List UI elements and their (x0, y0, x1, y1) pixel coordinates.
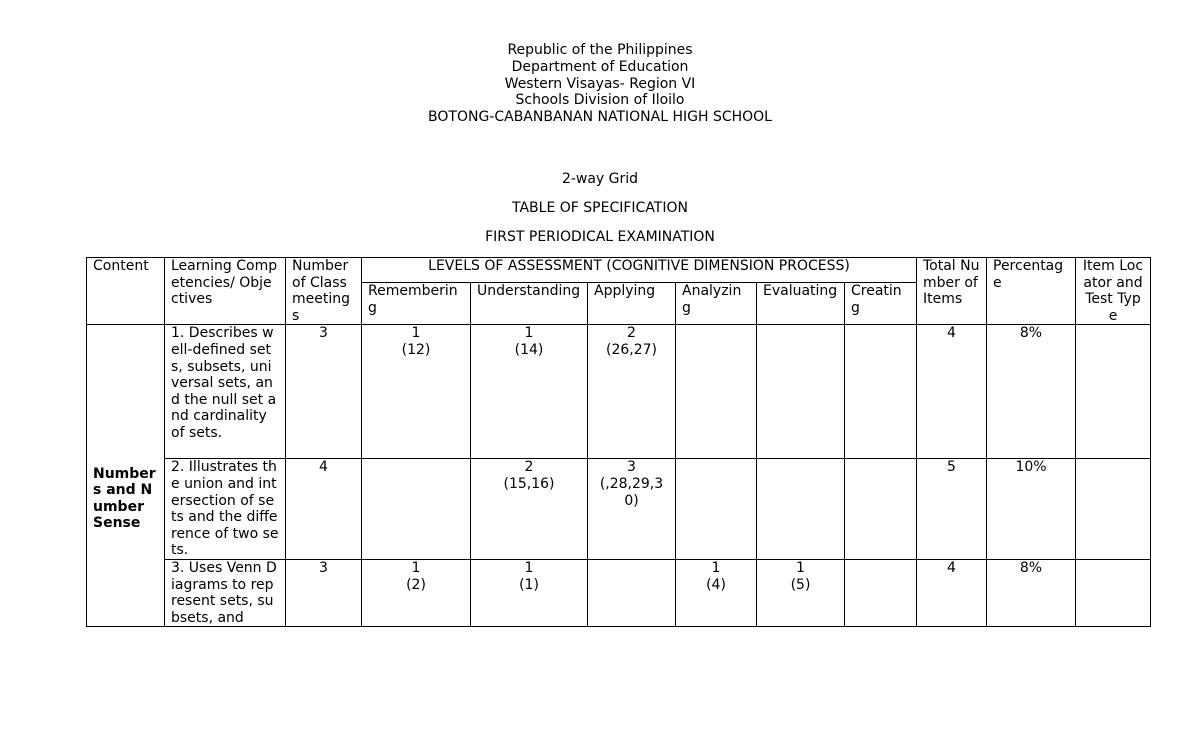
evaluating-count: 1 (796, 559, 805, 576)
table-row (87, 459, 1151, 560)
applying-cell (588, 325, 676, 459)
class-meetings-cell: 4 (286, 459, 362, 560)
remembering-cell (362, 325, 471, 459)
table-row (87, 559, 1151, 626)
header-school: BOTONG-CABANBANAN NATIONAL HIGH SCHOOL (428, 109, 772, 126)
remembering-items: (12) (401, 341, 431, 358)
creating-cell (845, 325, 917, 459)
header-percentage: Percentage (987, 258, 1076, 325)
header-levels-of-assessment: LEVELS OF ASSESSMENT (COGNITIVE DIMENSION PROCESS) (362, 258, 917, 283)
competency-cell: 3. Uses Venn Diagrams to represent sets, subsets, and (165, 559, 286, 626)
header-competencies: Learning Competencies/ Objectives (165, 258, 286, 325)
title-periodical-exam: FIRST PERIODICAL EXAMINATION (485, 229, 715, 245)
creating-cell (845, 459, 917, 560)
header-item-locator: Item Locator and Test Type (1076, 258, 1151, 325)
header-creating: Creating (845, 283, 917, 325)
understanding-cell (471, 559, 588, 626)
total-items-cell: 5 (917, 459, 987, 560)
understanding-count: 2 (524, 459, 534, 476)
item-locator-cell (1076, 459, 1151, 560)
item-locator-cell (1076, 325, 1151, 459)
understanding-items: (1) (519, 576, 539, 593)
header-class-meetings: Number of Class meetings (286, 258, 362, 325)
content-numbers-and-number-sense (87, 325, 165, 627)
evaluating-cell (757, 459, 845, 560)
header-republic: Republic of the Philippines (507, 42, 693, 58)
header-understanding: Understanding (471, 283, 588, 325)
remembering-items: (2) (406, 576, 426, 593)
header-content: Content (87, 258, 165, 325)
item-locator-cell (1076, 559, 1151, 626)
header-total-items: Total Number of Items (917, 258, 987, 325)
header-division: Schools Division of Iloilo (515, 92, 685, 109)
table-row (87, 325, 1151, 459)
total-items-cell: 4 (917, 325, 987, 459)
header-analyzing: Analyzing (676, 283, 757, 325)
understanding-cell (471, 325, 588, 459)
applying-cell (588, 559, 676, 626)
header-evaluating: Evaluating (757, 283, 845, 325)
title-two-way-grid: 2-way Grid (561, 171, 639, 187)
percentage-cell: 8% (987, 559, 1076, 626)
header-applying: Applying (588, 283, 676, 325)
remembering-cell (362, 459, 471, 560)
header-remembering: Remembering (362, 283, 471, 325)
header-region: Western Visayas- Region VI (504, 75, 696, 92)
title-table-of-specification: TABLE OF SPECIFICATION (512, 200, 688, 216)
applying-cell (588, 459, 676, 560)
total-items-cell: 4 (917, 559, 987, 626)
class-meetings-cell: 3 (286, 559, 362, 626)
analyzing-items: (4) (706, 576, 726, 593)
evaluating-items: (5) (790, 576, 811, 593)
header-department: Department of Education (511, 58, 689, 75)
evaluating-cell (757, 325, 845, 459)
class-meetings-cell: 3 (286, 325, 362, 459)
understanding-cell (471, 459, 588, 560)
competency-cell: 2. Illustrates the union and intersection of sets and the difference of two sets. (165, 459, 286, 560)
percentage-cell: 8% (987, 325, 1076, 459)
remembering-count: 1 (411, 325, 421, 342)
analyzing-count: 1 (711, 559, 721, 576)
remembering-count: 1 (411, 559, 421, 576)
understanding-items: (15,16) (503, 475, 555, 492)
remembering-cell (362, 559, 471, 626)
applying-items: (26,27) (605, 341, 657, 358)
analyzing-cell (676, 325, 757, 459)
document-header (0, 42, 1200, 126)
understanding-count: 1 (524, 559, 534, 576)
table-header-row (87, 258, 1151, 283)
understanding-items: (14) (514, 341, 544, 358)
competency-cell: 1. Describes well-defined sets, subsets, universal sets, and the null set and cardinality of sets. (165, 325, 286, 459)
analyzing-cell (676, 459, 757, 560)
specification-table (86, 257, 1151, 627)
content-label: Numbers and Number Sense (93, 465, 156, 532)
creating-cell (845, 559, 917, 626)
percentage-cell: 10% (987, 459, 1076, 560)
applying-count: 2 (627, 325, 636, 342)
applying-count: 3 (627, 459, 636, 476)
analyzing-cell (676, 559, 757, 626)
understanding-count: 1 (524, 325, 534, 342)
evaluating-cell (757, 559, 845, 626)
applying-items: (,28,29,30) (599, 475, 664, 509)
